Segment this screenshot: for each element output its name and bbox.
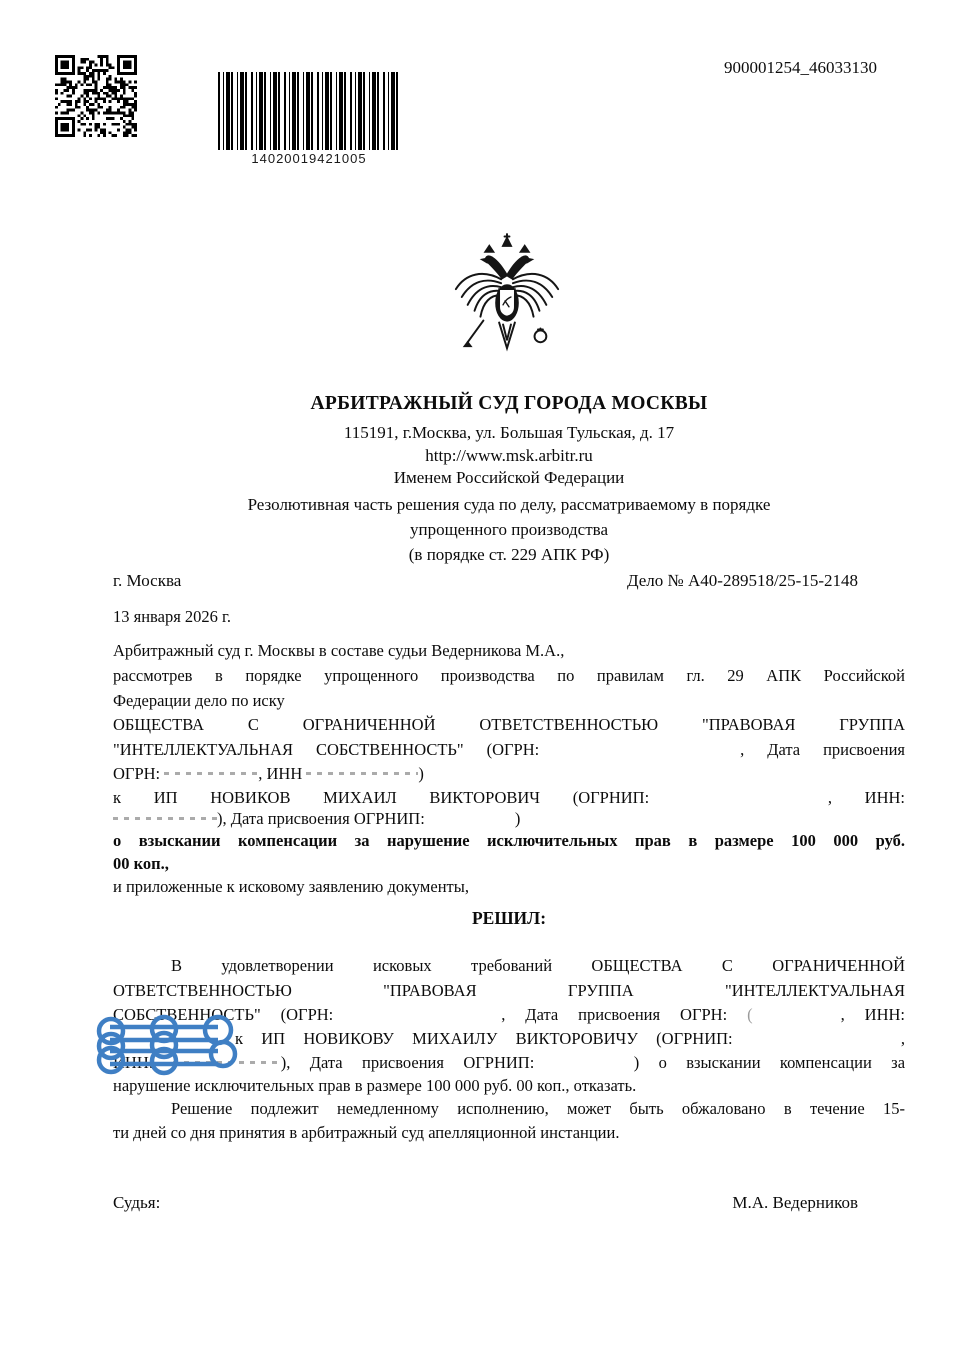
text-segment: к ИП НОВИКОВУ МИХАИЛУ ВИКТОРОВИЧУ (ОГРНИП: — [235, 1029, 733, 1048]
document-id: 900001254_46033130 — [724, 58, 877, 77]
text-segment: , ИНН: — [840, 1005, 905, 1024]
russia-coat-of-arms-icon — [448, 231, 566, 361]
intro-line: Арбитражный суд г. Москвы в составе судьи Ведерникова М.А., — [113, 641, 565, 660]
intro-line: рассмотрев в порядке упрощенного производства по правилам гл. 29 АПК Российской — [113, 666, 905, 685]
text-segment: , Дата присвоения — [740, 740, 906, 759]
barcode — [218, 72, 400, 150]
text-segment: ИНН: — [113, 1053, 154, 1072]
decision-date: 13 января 2026 г. — [113, 607, 232, 626]
resolution-line: ОТВЕТСТВЕННОСТЬЮ "ПРАВОВАЯ ГРУППА "ИНТЕЛЛЕКТУАЛЬНАЯ — [113, 981, 905, 1000]
resolution-line: В удовлетворении исковых требований ОБЩЕСТВА С ОГРАНИЧЕННОЙ — [171, 956, 905, 975]
court-address: 115191, г.Москва, ул. Большая Тульская, д. 17 — [343, 423, 675, 442]
document-subtitle-line2: упрощенного производства — [409, 520, 609, 539]
text-segment: ) о взыскании компенсации за — [633, 1053, 906, 1072]
case-number: Дело № А40-289518/25-15-2148 — [626, 571, 858, 590]
judge-label: Судья: — [113, 1193, 161, 1212]
intro-line: и приложенные к исковому заявлению документы, — [113, 877, 469, 896]
resolution-line: нарушение исключительных прав в размере 100 000 руб. 00 коп., отказать. — [113, 1076, 637, 1095]
in-name-of-line: Именем Российской Федерации — [393, 468, 625, 487]
claim-subject-line1: о взыскании компенсации за нарушение исключительных прав в размере 100 000 руб. — [113, 831, 905, 850]
text-segment: , — [900, 1029, 906, 1048]
city-label: г. Москва — [113, 571, 182, 590]
text-segment: ), Дата присвоения ОГРНИП: — [217, 809, 425, 828]
defendant-ogrnip-line — [113, 808, 905, 829]
text-segment: , ИНН — [258, 764, 303, 783]
resolution-line: ти дней со дня принятия в арбитражный суд апелляционной инстанции. — [113, 1123, 620, 1142]
text-segment: , Дата присвоения ОГРН: — [501, 1005, 728, 1024]
redacted-text — [113, 817, 217, 820]
defendant-name-line — [113, 787, 905, 808]
court-website: http://www.msk.arbitr.ru — [425, 446, 593, 465]
text-segment: СОБСТВЕННОСТЬ" (ОГРН: — [113, 1005, 334, 1024]
text-segment: ) — [514, 809, 521, 828]
barcode-number: 14020019421005 — [251, 151, 367, 166]
document-subtitle-line1: Резолютивная часть решения суда по делу, рассматриваемому в порядке — [247, 495, 771, 514]
text-segment: к ИП НОВИКОВ МИХАИЛ ВИКТОРОВИЧ (ОГРНИП: — [113, 788, 650, 807]
redacted-text — [306, 772, 418, 775]
decision-heading: РЕШИЛ: — [471, 908, 547, 928]
intro-line: Федерации дело по иску — [113, 691, 285, 710]
redacted-text — [164, 772, 258, 775]
plaintiff-name-line: ОБЩЕСТВА С ОГРАНИЧЕННОЙ ОТВЕТСТВЕННОСТЬЮ "ПРАВОВАЯ ГРУППА — [113, 715, 905, 734]
text-segment: "ИНТЕЛЛЕКТУАЛЬНАЯ СОБСТВЕННОСТЬ" (ОГРН: — [113, 740, 540, 759]
text-segment: ) — [418, 764, 424, 783]
city-case-row — [113, 571, 858, 591]
document-subtitle-line3: (в порядке ст. 229 АПК РФ) — [408, 545, 610, 564]
plaintiff-ogrn-line — [113, 739, 905, 760]
judge-name: М.А. Ведерников — [732, 1193, 858, 1212]
resolution-line: Решение подлежит немедленному исполнению, может быть обжаловано в течение 15- — [171, 1099, 905, 1118]
text-segment: ОГРН: — [113, 764, 161, 783]
plaintiff-inn-line — [113, 763, 905, 784]
text-segment: , ИНН: — [827, 788, 905, 807]
signature-row — [113, 1193, 858, 1213]
qr-code — [55, 55, 137, 137]
blue-stamp-artifact — [94, 1014, 242, 1080]
redacted-remnant: ( — [747, 1005, 753, 1024]
claim-subject-line2: 00 коп., — [113, 854, 169, 873]
text-segment: ), Дата присвоения ОГРНИП: — [280, 1053, 535, 1072]
court-name: АРБИТРАЖНЫЙ СУД ГОРОДА МОСКВЫ — [310, 393, 708, 414]
